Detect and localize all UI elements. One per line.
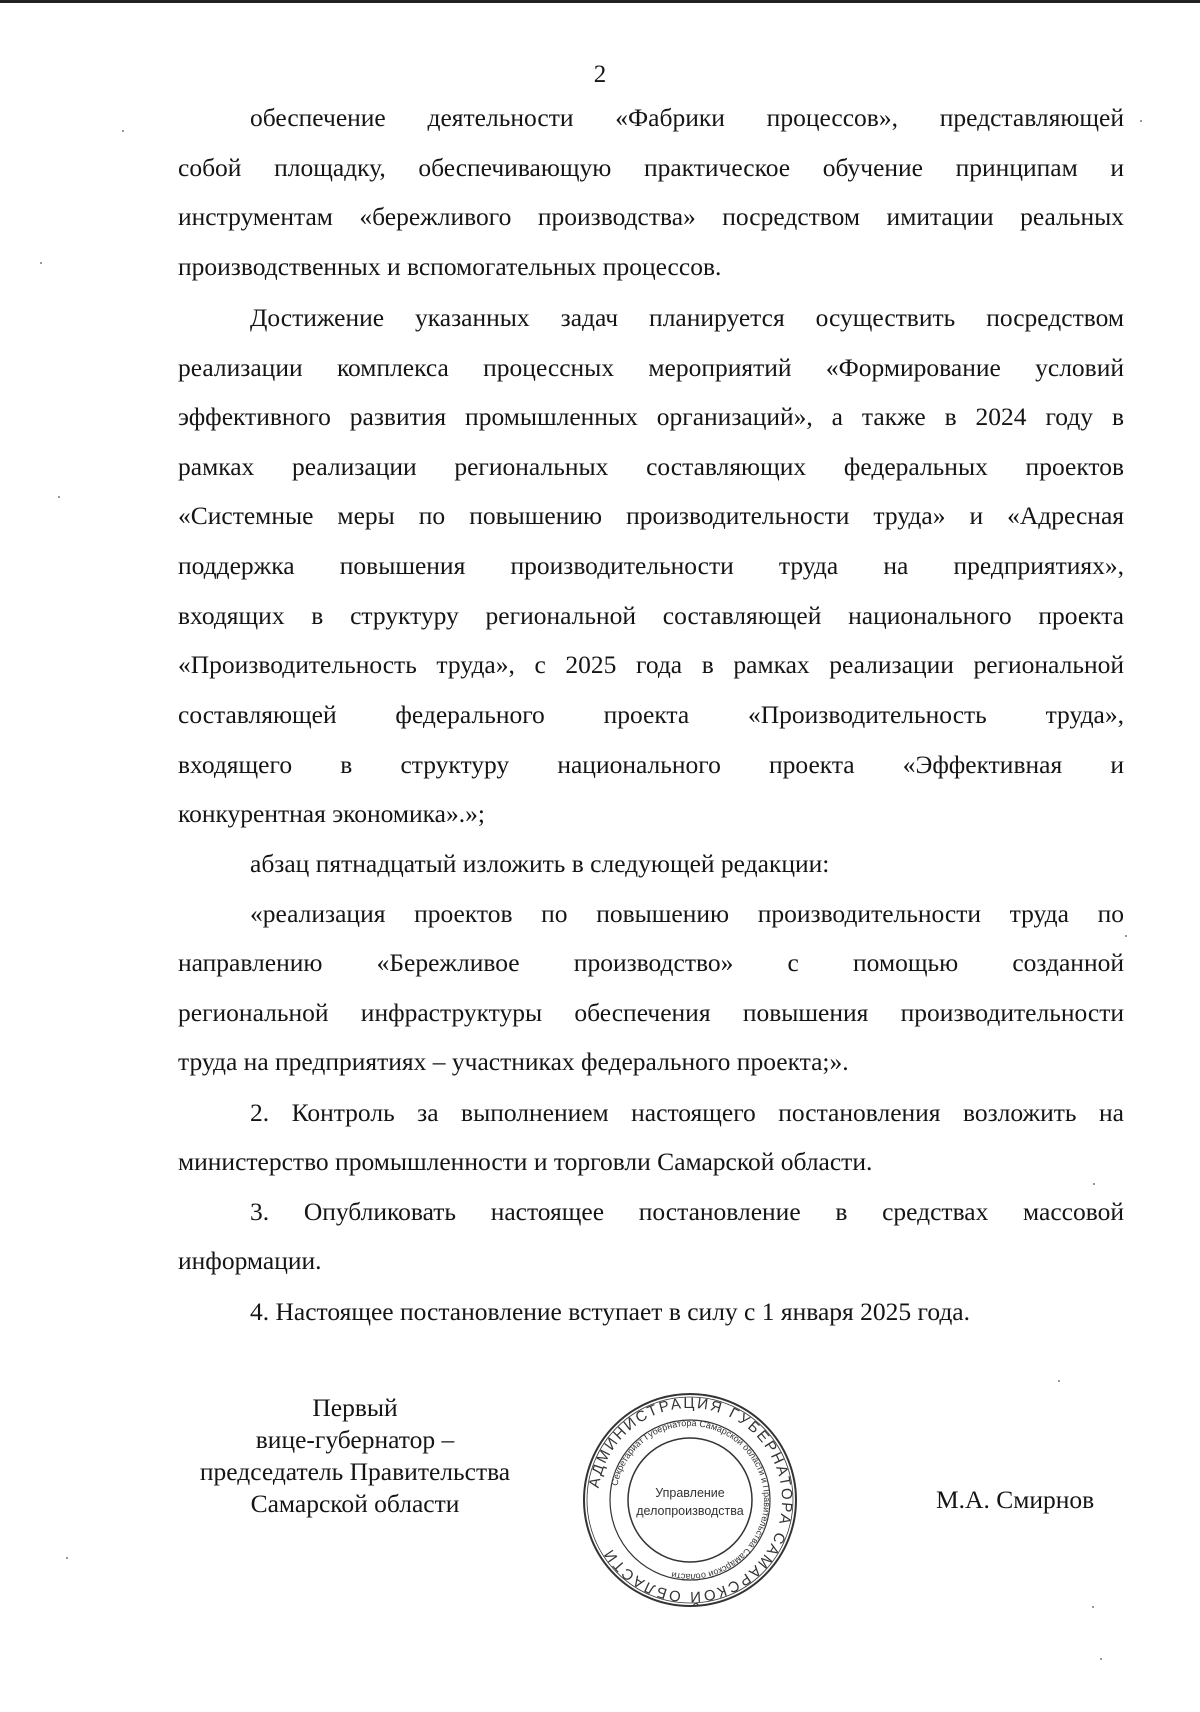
text-line: конкурентная экономика».»; [178, 799, 485, 828]
signatory-title [175, 1392, 535, 1520]
text-line: 2. Контроль за выполнением настоящего постановления возложить на [250, 1098, 1124, 1127]
text-line: Достижение указанных задач планируется осуществить посредством [250, 303, 1124, 332]
stamp-inner-ring [628, 1438, 752, 1562]
text-line: инструментам «бережливого производства» посредством имитации реальных [178, 202, 1124, 231]
text-line: «реализация проектов по повышению производительности труда по [250, 899, 1124, 928]
text-line: производственных и вспомогательных процессов. [178, 252, 722, 281]
text-line: региональной инфраструктуры обеспечения повышения производительности [178, 998, 1124, 1027]
stamp-inner-text: Секретариат Губернатора Самарской области и Правительства Самарской области [609, 1417, 773, 1583]
text-line: рамках реализации региональных составляющих федеральных проектов [178, 452, 1124, 481]
signatory-title-line: Первый [312, 1393, 398, 1422]
text-line: «Системные меры по повышению производительности труда» и «Адресная [178, 501, 1124, 530]
scan-speck [66, 1557, 68, 1559]
stamp-outer-text: АДМИНИСТРАЦИЯ ГУБЕРНАТОРА САМАРСКОЙ ОБЛАСТИ [585, 1394, 796, 1606]
scan-speck [58, 496, 60, 498]
scan-speck [1100, 1658, 1102, 1660]
scan-speck [40, 262, 42, 264]
text-line: 3. Опубликовать настоящее постановление в средствах массовой [250, 1197, 1124, 1226]
text-line: входящего в структуру национального проекта «Эффективная и [178, 750, 1124, 779]
official-stamp [580, 1390, 800, 1610]
text-line: 4. Настоящее постановление вступает в силу с 1 января 2025 года. [250, 1297, 971, 1326]
signatory-title-line: вице-губернатор – [255, 1425, 455, 1454]
scan-speck [1125, 935, 1127, 937]
signatory-title-line: Самарской области [250, 1489, 460, 1518]
text-line: направлению «Бережливое производство» с помощью созданной [178, 948, 1124, 977]
text-line: информации. [178, 1246, 322, 1275]
text-line: реализации комплекса процессных мероприятий «Формирование условий [178, 353, 1124, 382]
stamp-center-line: Управление [655, 1486, 725, 1500]
signatory-name: М.А. Смирнов [936, 1485, 1095, 1514]
signatory-title-line: председатель Правительства [199, 1457, 511, 1486]
text-line: входящих в структуру региональной составляющей национального проекта [178, 601, 1124, 630]
text-line: собой площадку, обеспечивающую практическое обучение принципам и [178, 153, 1124, 182]
text-line: поддержка повышения производительности труда на предприятиях», [178, 551, 1124, 580]
scan-speck [1093, 1183, 1095, 1185]
text-line: обеспечение деятельности «Фабрики процессов», представляющей [250, 103, 1124, 132]
page-number: 2 [593, 61, 607, 88]
text-line: эффективного развития промышленных организаций», а также в 2024 году в [178, 402, 1124, 431]
stamp-center-line: делопроизводства [636, 1504, 744, 1518]
scan-speck [1140, 120, 1142, 122]
scan-speck [122, 130, 124, 132]
top-border [0, 0, 1200, 3]
text-line: абзац пятнадцатый изложить в следующей редакции: [250, 849, 830, 878]
text-line: «Производительность труда», с 2025 года в рамках реализации региональной [178, 650, 1124, 679]
scan-speck [1092, 1606, 1094, 1608]
text-line: составляющей федерального проекта «Производительность труда», [178, 700, 1124, 729]
scan-speck [1058, 1380, 1060, 1382]
text-line: труда на предприятиях – участниках федерального проекта;». [178, 1047, 849, 1076]
text-line: министерство промышленности и торговли Самарской области. [178, 1147, 873, 1176]
